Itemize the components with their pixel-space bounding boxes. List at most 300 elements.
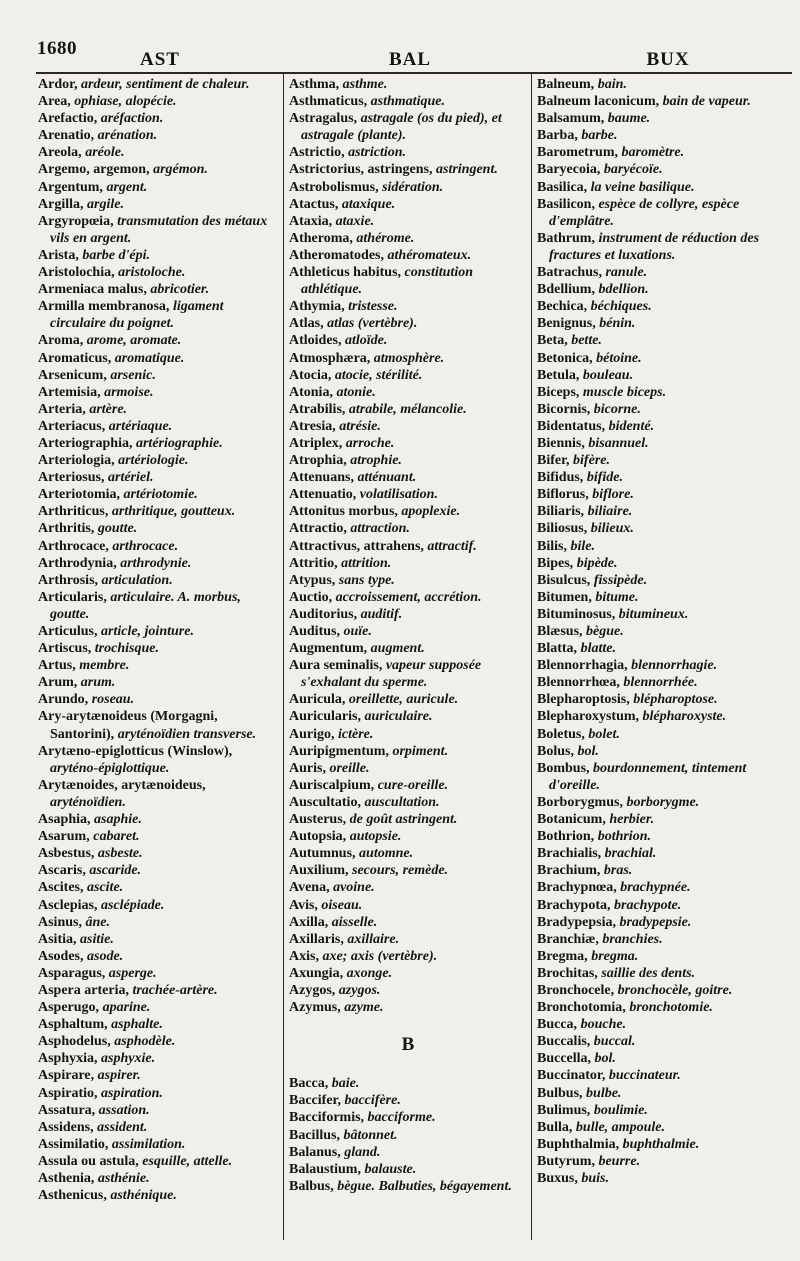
entry-translation: brachypote.: [614, 897, 682, 913]
dictionary-entry: [289, 777, 527, 794]
entry-term: Atheromatodes,: [289, 247, 388, 263]
dictionary-entry: [537, 862, 795, 879]
entry-translation: bisannuel.: [588, 435, 649, 451]
dictionary-entry: [38, 110, 278, 127]
entry-term: Asarum,: [38, 829, 94, 845]
dictionary-entry: [537, 401, 795, 418]
entry-translation: aréole.: [85, 145, 125, 161]
entry-term: Bacciformis,: [289, 1110, 368, 1126]
entry-translation: bicorne.: [593, 401, 641, 417]
entry-term: Arteriotomia,: [38, 487, 124, 503]
entry-term: Blæsus,: [537, 624, 587, 639]
entry-translation: aristoloche.: [118, 265, 186, 281]
dictionary-entry: [38, 196, 278, 213]
entry-translation: buphthalmie.: [622, 1136, 700, 1152]
entry-term: Betonica,: [537, 350, 597, 366]
entry-term: Argemo, argemon,: [38, 162, 154, 178]
entry-term: Asodes,: [38, 948, 88, 964]
entry-term: Axilla,: [289, 914, 332, 930]
entry-term: Brachypnœa,: [537, 880, 621, 896]
entry-translation: astringent.: [436, 162, 498, 178]
entry-term: Auricula,: [289, 692, 349, 708]
entry-term: Buccinator,: [537, 1068, 609, 1084]
dictionary-entry: [537, 264, 795, 281]
entry-translation: espèce de collyre, espèce d'emplâtre.: [549, 196, 740, 229]
dictionary-entry: [38, 247, 278, 264]
entry-translation: attractif.: [427, 538, 477, 554]
entry-term: Bothrion,: [537, 829, 598, 845]
dictionary-entry: [537, 555, 795, 572]
entry-term: Balsamum,: [537, 111, 608, 127]
entry-term: Asinus,: [38, 914, 86, 930]
entry-translation: artériel.: [108, 470, 154, 486]
dictionary-entry: [38, 931, 278, 948]
dictionary-entry: [537, 640, 795, 657]
entry-translation: bregma.: [591, 948, 639, 964]
entry-term: Bathrum,: [537, 230, 599, 246]
entry-term: Axis,: [289, 948, 323, 964]
entry-term: Arthrodynia,: [38, 555, 121, 571]
entry-translation: bifère.: [573, 453, 610, 469]
dictionary-entry: [289, 1161, 527, 1178]
dictionary-entry: [289, 76, 527, 93]
entry-translation: âne.: [85, 914, 110, 930]
dictionary-entry: [289, 452, 527, 469]
dictionary-entry: [289, 520, 527, 537]
dictionary-entry: [537, 623, 795, 640]
entry-term: Attractivus, attrahens,: [289, 538, 428, 554]
dictionary-entry: [537, 520, 795, 537]
dictionary-entry: [289, 999, 527, 1016]
entry-translation: oreille.: [329, 760, 370, 776]
entry-term: Bisulcus,: [537, 572, 594, 588]
dictionary-entry: [537, 1102, 795, 1119]
entry-term: Auditus,: [289, 624, 344, 639]
dictionary-entry: [38, 828, 278, 845]
entry-term: Arthritis,: [38, 521, 98, 537]
dictionary-entry: [289, 572, 527, 589]
entry-translation: article, jointure.: [101, 624, 194, 639]
entry-term: Buccalis,: [537, 1034, 594, 1050]
entry-translation: arroche.: [345, 435, 395, 451]
dictionary-entry: [38, 572, 278, 589]
entry-translation: asode.: [87, 948, 124, 964]
entry-translation: bourdonnement, tintement d'oreille.: [549, 760, 747, 793]
dictionary-entry: [537, 127, 795, 144]
dictionary-entry: [289, 982, 527, 999]
entry-translation: astriction.: [348, 145, 407, 161]
entry-translation: blatte.: [580, 641, 616, 657]
entry-translation: constitution athlétique.: [301, 265, 473, 298]
entry-term: Asphaltum,: [38, 1017, 112, 1033]
entry-translation: axillaire.: [347, 931, 400, 947]
entry-term: Boletus,: [537, 726, 589, 742]
entry-term: Asthma,: [289, 77, 343, 92]
entry-translation: asthmatique.: [370, 94, 445, 110]
dictionary-entry: [289, 897, 527, 914]
entry-translation: bitume.: [595, 589, 639, 605]
dictionary-entry: [38, 623, 278, 640]
dictionary-entry: [38, 1136, 278, 1153]
entry-translation: arum.: [80, 675, 116, 691]
entry-term: Assula ou astula,: [38, 1153, 143, 1169]
entry-translation: baryécoïe.: [603, 162, 663, 178]
dictionary-entry: [537, 794, 795, 811]
entry-term: Asthenia,: [38, 1171, 98, 1186]
dictionary-entry: [289, 1075, 527, 1092]
entry-translation: bile.: [570, 538, 595, 554]
column-divider-1: [283, 74, 284, 1240]
entry-term: Armilla membranosa,: [38, 299, 173, 315]
entry-translation: aryténoïdien transverse.: [117, 726, 257, 742]
dictionary-entry: [289, 298, 527, 315]
entry-term: Balneum,: [537, 77, 598, 92]
dictionary-entry: [289, 691, 527, 708]
dictionary-entry: [537, 350, 795, 367]
dictionary-entry: [537, 469, 795, 486]
dictionary-entry: [289, 1144, 527, 1161]
entry-term: Asbestus,: [38, 846, 98, 862]
entry-term: Brachypota,: [537, 897, 614, 913]
entry-translation: bipède.: [576, 555, 618, 571]
dictionary-entry: [289, 161, 527, 178]
dictionary-entry: [38, 1119, 278, 1136]
dictionary-entry: [38, 127, 278, 144]
entry-term: Arytænoides, arytænoideus,: [38, 777, 206, 793]
dictionary-entry: [38, 999, 278, 1016]
entry-term: Baryecoia,: [537, 162, 604, 178]
entry-translation: trochisque.: [94, 641, 159, 657]
entry-translation: armoise.: [104, 384, 154, 400]
dictionary-entry: [38, 691, 278, 708]
dictionary-entry: [537, 999, 795, 1016]
entry-term: Autopsia,: [289, 829, 350, 845]
entry-translation: axe; axis (vertèbre).: [322, 948, 438, 964]
entry-translation: buccal.: [593, 1034, 636, 1050]
entry-term: Ascites,: [38, 880, 87, 896]
dictionary-entry: [289, 1092, 527, 1109]
entry-term: Basilica,: [537, 179, 591, 195]
entry-term: Azygos,: [289, 982, 339, 998]
entry-translation: sidération.: [382, 179, 444, 195]
entry-translation: aromatique.: [114, 350, 185, 366]
dictionary-entry: [38, 657, 278, 674]
entry-term: Balbus,: [289, 1178, 338, 1194]
entry-term: Asitia,: [38, 931, 80, 947]
entry-translation: atrabile, mélancolie.: [348, 401, 467, 417]
dictionary-entry: [38, 1067, 278, 1084]
entry-translation: bulle, ampoule.: [575, 1119, 665, 1135]
entry-translation: tristesse.: [348, 299, 398, 315]
entry-translation: apoplexie.: [401, 504, 461, 520]
entry-term: Ataxia,: [289, 213, 336, 229]
entry-term: Benignus,: [537, 316, 600, 332]
dictionary-entry: [38, 1102, 278, 1119]
dictionary-entry: [38, 1033, 278, 1050]
entry-term: Aspiratio,: [38, 1085, 101, 1101]
entry-term: Atlas,: [289, 316, 328, 332]
entry-translation: atténuant.: [357, 470, 417, 486]
entry-translation: atrésie.: [339, 418, 381, 434]
dictionary-entry: [537, 315, 795, 332]
entry-term: Asthenicus,: [38, 1188, 111, 1204]
entry-translation: aspirer.: [97, 1068, 141, 1084]
dictionary-entry: [289, 435, 527, 452]
entry-term: Arenatio,: [38, 128, 98, 144]
entry-term: Asphodelus,: [38, 1034, 115, 1050]
dictionary-entry: [537, 179, 795, 196]
dictionary-entry: [537, 196, 795, 230]
entry-term: Azymus,: [289, 1000, 345, 1016]
dictionary-entry: [289, 811, 527, 828]
dictionary-entry: [38, 862, 278, 879]
entry-term: Blatta,: [537, 641, 581, 657]
dictionary-entry: [537, 332, 795, 349]
dictionary-entry: [537, 1050, 795, 1067]
dictionary-entry: [38, 897, 278, 914]
dictionary-entry: [38, 264, 278, 281]
entry-translation: bègue.: [586, 624, 624, 639]
dictionary-entry: [537, 965, 795, 982]
entry-translation: bradypepsie.: [619, 914, 692, 930]
entry-translation: bétoine.: [596, 350, 642, 366]
entry-translation: argile.: [87, 196, 124, 212]
entry-term: Branchiæ,: [537, 931, 603, 947]
entry-translation: buccinateur.: [608, 1068, 681, 1084]
entry-translation: atrophie.: [350, 453, 402, 469]
dictionary-entry: [289, 879, 527, 896]
entry-term: Aromaticus,: [38, 350, 115, 366]
entry-term: Attenuatio,: [289, 487, 360, 503]
entry-term: Bitumen,: [537, 589, 596, 605]
dictionary-entry: [38, 350, 278, 367]
entry-translation: artériaque.: [108, 418, 173, 434]
dictionary-entry: [289, 1178, 527, 1195]
entry-translation: artère.: [89, 401, 128, 417]
entry-translation: arthrodynie.: [120, 555, 192, 571]
entry-translation: azyme.: [344, 1000, 384, 1016]
dictionary-entry: [537, 538, 795, 555]
entry-term: Bicornis,: [537, 401, 594, 417]
dictionary-entry: [38, 384, 278, 401]
dictionary-entry: [289, 247, 527, 264]
dictionary-entry: [38, 298, 278, 332]
entry-translation: aryténoïdien.: [50, 794, 126, 810]
entry-translation: bothrion.: [597, 829, 651, 845]
entry-term: Artemisia,: [38, 384, 105, 400]
entry-term: Attenuans,: [289, 470, 358, 486]
entry-term: Argyropœia,: [38, 213, 118, 229]
entry-translation: saillie des dents.: [601, 965, 696, 981]
dictionary-entry: [38, 1050, 278, 1067]
entry-translation: cabaret.: [93, 829, 140, 845]
entry-translation: atmosphère.: [373, 350, 445, 366]
entry-term: Biliosus,: [537, 521, 591, 537]
entry-term: Aspirare,: [38, 1068, 98, 1084]
dictionary-entry: [38, 538, 278, 555]
dictionary-entry: [537, 914, 795, 931]
entry-term: Ary-arytænoideus (Morgagni, Santorini),: [38, 709, 218, 742]
entry-translation: asthénique.: [110, 1188, 177, 1204]
entry-term: Artiscus,: [38, 641, 95, 657]
dictionary-entry: [38, 332, 278, 349]
entry-term: Auris,: [289, 760, 330, 776]
dictionary-entry: [38, 503, 278, 520]
dictionary-entry: [289, 606, 527, 623]
entry-term: Auscultatio,: [289, 794, 365, 810]
dictionary-entry: [38, 708, 278, 742]
entry-term: Auripigmentum,: [289, 743, 393, 759]
entry-term: Bechica,: [537, 299, 591, 315]
entry-translation: asbeste.: [97, 846, 143, 862]
entry-translation: asthme.: [342, 77, 388, 92]
entry-term: Arteriacus,: [38, 418, 109, 434]
entry-translation: avoine.: [333, 880, 375, 896]
entry-translation: bouche.: [580, 1017, 627, 1033]
entry-term: Auriscalpium,: [289, 777, 378, 793]
entry-term: Avena,: [289, 880, 334, 896]
entry-term: Auricularis,: [289, 709, 365, 725]
entry-term: Auctio,: [289, 589, 336, 605]
dictionary-entry: [537, 230, 795, 264]
dictionary-entry: [38, 469, 278, 486]
entry-translation: muscle biceps.: [582, 384, 667, 400]
entry-term: Assatura,: [38, 1102, 99, 1118]
entry-term: Arefactio,: [38, 111, 101, 127]
entry-term: Asphyxia,: [38, 1051, 102, 1067]
entry-term: Bombus,: [537, 760, 594, 776]
entry-translation: ophiase, alopécie.: [74, 94, 177, 110]
entry-term: Bulimus,: [537, 1102, 594, 1118]
entry-translation: arthrocace.: [112, 538, 179, 554]
entry-translation: attraction.: [350, 521, 410, 537]
dictionary-entry: [289, 965, 527, 982]
entry-term: Blennorrhœa,: [537, 675, 624, 691]
dictionary-entry: [38, 520, 278, 537]
entry-translation: barbe d'épi.: [82, 247, 150, 263]
entry-term: Aurigo,: [289, 726, 338, 742]
entry-translation: aréfaction.: [100, 111, 164, 127]
dictionary-entry: [537, 1119, 795, 1136]
dictionary-entry: [537, 572, 795, 589]
dictionary-entry: [38, 640, 278, 657]
entry-translation: bidenté.: [608, 418, 655, 434]
entry-translation: asphalte.: [111, 1017, 163, 1033]
dictionary-entry: [289, 144, 527, 161]
entry-term: Attractio,: [289, 521, 351, 537]
entry-translation: blépharoxyste.: [642, 709, 727, 725]
entry-translation: vapeur supposée s'exhalant du sperme.: [301, 658, 482, 691]
entry-term: Aspera arteria,: [38, 982, 133, 998]
entry-translation: ataxie.: [335, 213, 375, 229]
entry-term: Argilla,: [38, 196, 87, 212]
entry-translation: transmutation des métaux vils en argent.: [50, 213, 268, 246]
dictionary-entry: [289, 914, 527, 931]
entry-translation: ataxique.: [341, 196, 396, 212]
entry-translation: beurre.: [598, 1153, 641, 1169]
entry-translation: abricotier.: [150, 282, 210, 298]
entry-term: Bifer,: [537, 453, 574, 469]
entry-term: Atocia,: [289, 367, 335, 383]
dictionary-entry: [38, 879, 278, 896]
entry-translation: auriculaire.: [364, 709, 433, 725]
dictionary-entry: [289, 845, 527, 862]
entry-term: Balneum laconicum,: [537, 94, 663, 110]
dictionary-entry: [289, 760, 527, 777]
entry-term: Assimilatio,: [38, 1136, 112, 1152]
entry-term: Attonitus morbus,: [289, 504, 402, 520]
entry-translation: cure-oreille.: [377, 777, 449, 793]
entry-term: Bulla,: [537, 1119, 576, 1135]
entry-term: Artus,: [38, 658, 80, 674]
entry-translation: béchiques.: [590, 299, 652, 315]
entry-translation: assident.: [97, 1119, 148, 1135]
dictionary-entry: [537, 845, 795, 862]
entry-term: Atrabilis,: [289, 401, 349, 417]
dictionary-entry: [38, 93, 278, 110]
entry-term: Asparagus,: [38, 965, 109, 981]
entry-term: Aura seminalis,: [289, 658, 386, 674]
dictionary-entry: [289, 1109, 527, 1126]
entry-term: Avis,: [289, 897, 322, 913]
entry-translation: asitie.: [80, 931, 114, 947]
dictionary-entry: [289, 948, 527, 965]
entry-term: Augmentum,: [289, 641, 371, 657]
dictionary-entry: [38, 1085, 278, 1102]
entry-translation: augment.: [370, 641, 425, 657]
entry-translation: bain.: [597, 77, 627, 92]
dictionary-entry: [537, 1033, 795, 1050]
dictionary-entry: [38, 965, 278, 982]
dictionary-entry: [289, 794, 527, 811]
entry-translation: autopsie.: [349, 829, 402, 845]
entry-term: Bronchocele,: [537, 982, 618, 998]
dictionary-entry: [289, 213, 527, 230]
column-header-left: AST: [140, 49, 180, 70]
dictionary-entry: [289, 196, 527, 213]
entry-translation: volatilisation.: [359, 487, 438, 503]
entry-term: Austerus,: [289, 812, 350, 828]
entry-term: Butyrum,: [537, 1153, 599, 1169]
dictionary-entry: [289, 469, 527, 486]
entry-translation: aspiration.: [101, 1085, 163, 1101]
dictionary-entry: [537, 828, 795, 845]
entry-translation: trachée-artère.: [132, 982, 218, 998]
dictionary-entry: [537, 144, 795, 161]
dictionary-entry: [289, 828, 527, 845]
entry-term: Barometrum,: [537, 145, 622, 161]
entry-term: Atypus,: [289, 572, 339, 588]
dictionary-entry: [38, 1016, 278, 1033]
entry-term: Astragalus,: [289, 111, 361, 127]
dictionary-entry: [289, 1127, 527, 1144]
entry-term: Bituminosus,: [537, 606, 619, 622]
dictionary-entry: [289, 401, 527, 418]
entry-translation: asphyxie.: [101, 1051, 156, 1067]
entry-translation: atonie.: [336, 384, 376, 400]
entry-term: Bidentatus,: [537, 418, 609, 434]
dictionary-entry: [537, 452, 795, 469]
entry-term: Armeniaca malus,: [38, 282, 151, 298]
entry-term: Baccifer,: [289, 1093, 345, 1109]
dictionary-entry: [537, 435, 795, 452]
entry-translation: bilieux.: [590, 521, 634, 537]
entry-translation: la veine basilique.: [590, 179, 695, 195]
entry-term: Bronchotomia,: [537, 1000, 630, 1016]
dictionary-entry: [537, 281, 795, 298]
entry-term: Arista,: [38, 247, 83, 263]
entry-translation: bulbe.: [586, 1085, 622, 1101]
